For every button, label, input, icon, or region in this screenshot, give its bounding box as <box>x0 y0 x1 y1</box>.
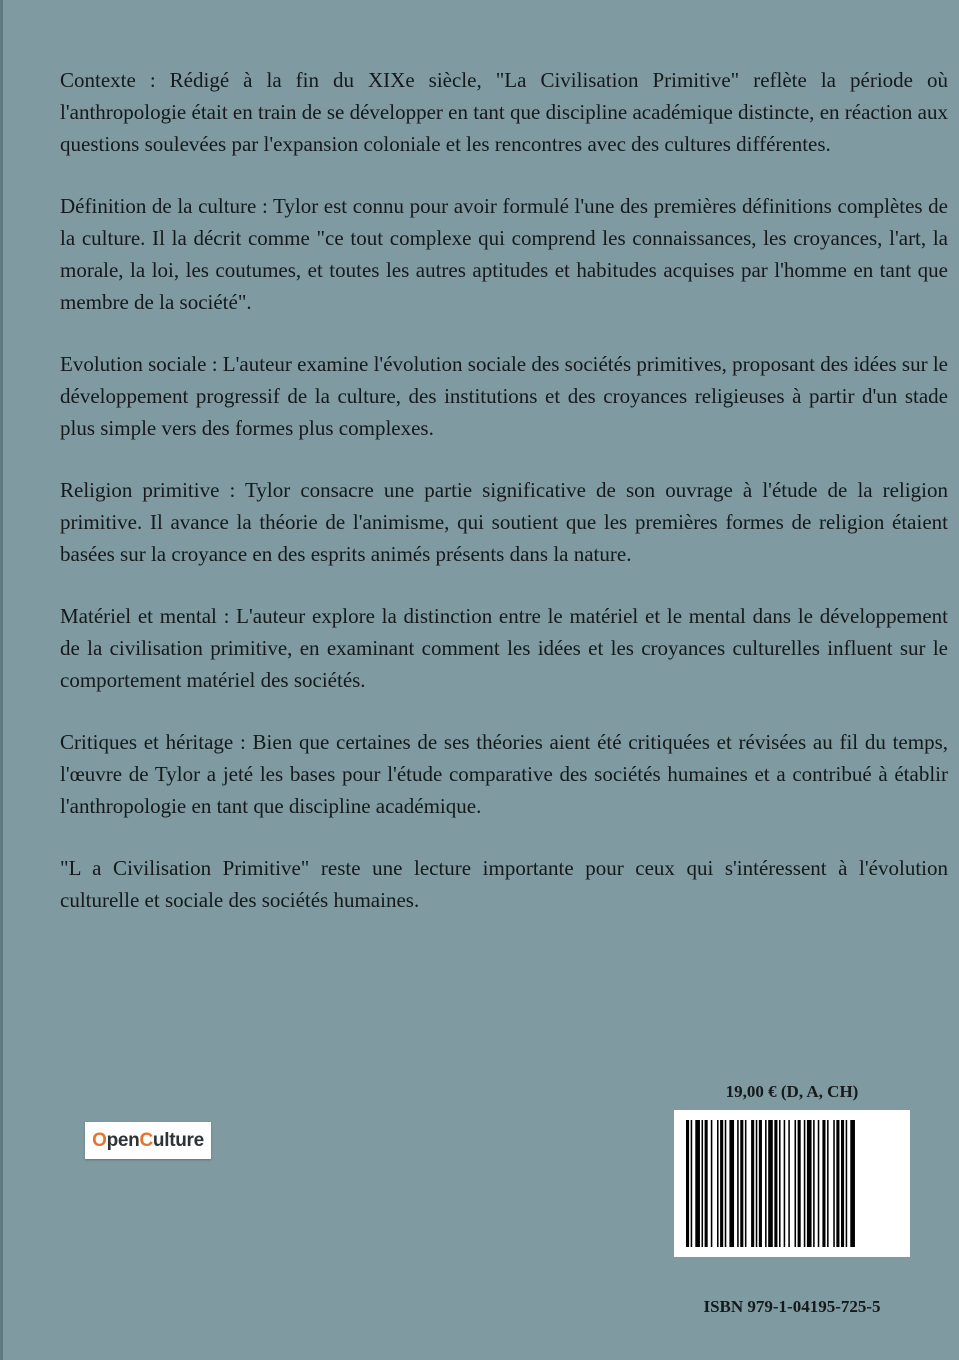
barcode-bar <box>740 1120 743 1247</box>
barcode-bar <box>759 1120 762 1247</box>
barcode-bar <box>765 1120 767 1247</box>
barcode-bar <box>841 1120 844 1247</box>
barcode-bar <box>768 1120 773 1247</box>
openculture-logo <box>85 1122 211 1159</box>
barcode-bar <box>833 1120 835 1247</box>
barcode-bar <box>813 1120 815 1247</box>
paragraph-critiques: Critiques et héritage : Bien que certaines de ses théories aient été critiquées et révisées au fil du temps, l'œuvre de Tylor a jeté les bases pour l'étude comparative des sociétés humaines et a contribué à établir l'anthropologie en tant que discipline académique. <box>60 730 948 818</box>
barcode-bar <box>779 1120 781 1247</box>
paragraph-contexte: Contexte : Rédigé à la fin du XIXe siècle, "La Civilisation Primitive" reflète la période où l'anthropologie était en train de se développer en tant que discipline académique distincte, en réaction aux questions soulevées par l'expansion coloniale et les rencontres avec des cultures différentes. <box>60 68 948 156</box>
barcode-bar <box>822 1120 825 1247</box>
barcode-bar <box>751 1120 754 1247</box>
barcode-bar <box>702 1120 704 1247</box>
barcode <box>674 1110 910 1257</box>
paragraph-evolution: Evolution sociale : L'auteur examine l'évolution sociale des sociétés primitives, proposant des idées sur le développement progressif de la culture, des institutions et des croyances religieuses à partir d'un stade plus simple vers des formes plus complexes. <box>60 352 948 440</box>
barcode-bar <box>756 1120 758 1247</box>
barcode-bar <box>725 1120 727 1247</box>
logo-letter-o: O <box>92 1129 107 1151</box>
barcode-bar <box>836 1120 839 1247</box>
barcode-bar <box>737 1120 739 1247</box>
barcode-bar <box>691 1120 693 1247</box>
barcode-bar <box>745 1120 747 1247</box>
barcode-bar <box>788 1120 790 1247</box>
barcode-bar <box>784 1120 786 1247</box>
logo-text-pen: pen <box>106 1129 140 1151</box>
isbn-label: ISBN 979-1-04195-725-5 <box>703 1297 881 1316</box>
page-edge <box>0 0 3 1360</box>
barcode-bar <box>695 1120 700 1247</box>
barcode-bars <box>684 1120 900 1247</box>
barcode-bar <box>717 1120 719 1247</box>
barcode-bar <box>774 1120 777 1247</box>
barcode-bar <box>827 1120 829 1247</box>
price-label: 19,00 € (D, A, CH) <box>725 1082 859 1101</box>
barcode-bar <box>686 1120 689 1247</box>
barcode-bar <box>850 1120 855 1247</box>
barcode-bar <box>804 1120 806 1247</box>
barcode-bar <box>795 1120 797 1247</box>
barcode-bar <box>807 1120 812 1247</box>
paragraph-conclusion: "L a Civilisation Primitive" reste une lecture importante pour ceux qui s'intéressent à l'évolution culturelle et sociale des sociétés humaines. <box>60 856 948 912</box>
barcode-bar <box>711 1120 713 1247</box>
logo-text-ulture: ulture <box>152 1129 204 1151</box>
paragraph-materiel: Matériel et mental : L'auteur explore la distinction entre le matériel et le mental dans le développement de la civilisation primitive, en examinant comment les idées et les croyances culturelles influent sur le comportement matériel des sociétés. <box>60 604 948 692</box>
barcode-bar <box>729 1120 734 1247</box>
barcode-bar <box>846 1120 848 1247</box>
logo-letter-c: C <box>139 1129 153 1151</box>
barcode-bar <box>705 1120 708 1247</box>
barcode-bar <box>720 1120 723 1247</box>
barcode-bar <box>818 1120 820 1247</box>
back-cover-text <box>60 64 948 946</box>
paragraph-definition: Définition de la culture : Tylor est connu pour avoir formulé l'une des premières définitions complètes de la culture. Il la décrit comme "ce tout complexe qui comprend les connaissances, les croyances, l'art, la morale, la loi, les coutumes, et toutes les autres aptitudes et habitudes acquises par l'homme en tant que membre de la société". <box>60 194 948 314</box>
paragraph-religion: Religion primitive : Tylor consacre une partie significative de son ouvrage à l'étude de la religion primitive. Il avance la théorie de l'animisme, qui soutient que les premières formes de religion étaient basées sur la croyance en des esprits animés présents dans la nature. <box>60 478 948 566</box>
barcode-bar <box>798 1120 801 1247</box>
